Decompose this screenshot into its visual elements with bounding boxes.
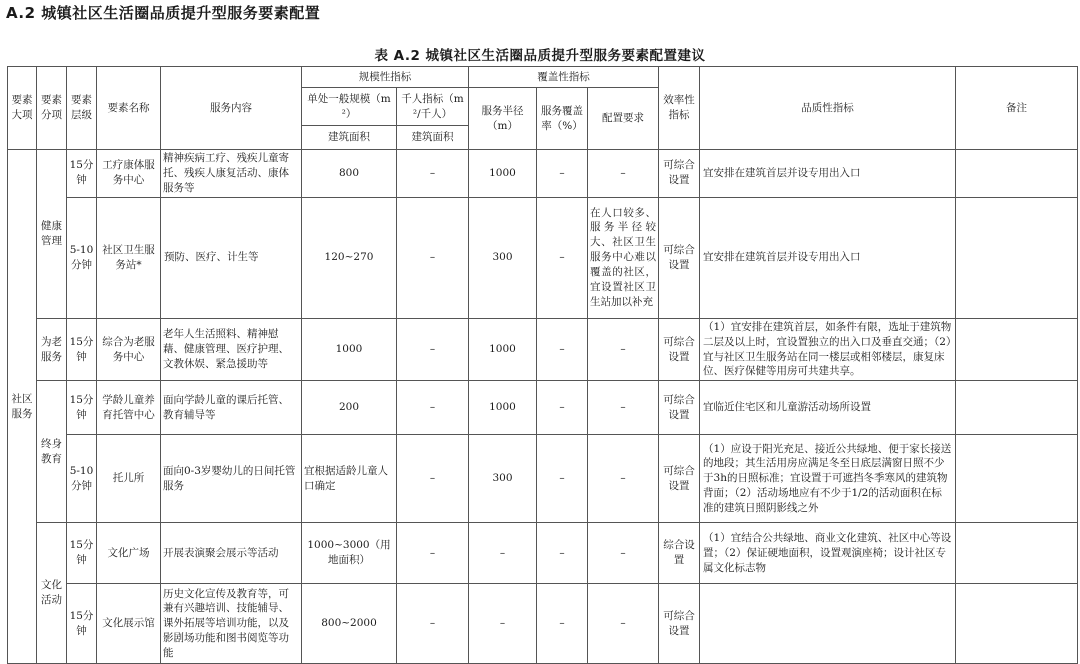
cell-level: 5-10分钟 bbox=[67, 197, 97, 318]
service-config-table bbox=[7, 66, 1078, 664]
cell-config: – bbox=[588, 435, 659, 523]
table-row bbox=[8, 584, 1078, 664]
cell-per-thousand: – bbox=[397, 584, 469, 664]
cell-content: 历史文化宣传及教育等，可兼有兴趣培训、技能辅导、课外拓展等培训功能，以及影剧场功能和图书阅览等功能 bbox=[161, 584, 302, 664]
cell-scale: 宜根据适龄儿童人口确定 bbox=[302, 435, 397, 523]
cell-efficiency: 可综合设置 bbox=[659, 381, 700, 435]
cell-radius: 1000 bbox=[469, 150, 537, 198]
cell-quality: （1）宜结合公共绿地、商业文化建筑、社区中心等设置；（2）保证硬地面积，设置观演座椅；设计社区专属文化标志物 bbox=[700, 523, 956, 584]
cell-content: 面向学龄儿童的课后托管、教育辅导等 bbox=[161, 381, 302, 435]
cell-config: – bbox=[588, 523, 659, 584]
cell-name: 文化广场 bbox=[97, 523, 161, 584]
cell-radius: – bbox=[469, 584, 537, 664]
cell-name: 托儿所 bbox=[97, 435, 161, 523]
cell-quality: （1）应设于阳光充足、接近公共绿地、便于家长接送的地段；其生活用房应满足冬至日底层满窗日照不少于3h的日照标准；宜设置于可遮挡冬季寒风的建筑物背面；（2）活动场地应有不少于1/2的活动面积在标准的建筑日照阴影线之外 bbox=[700, 435, 956, 523]
cell-quality: （1）宜安排在建筑首层，如条件有限，选址于建筑物二层及以上时，宜设置独立的出入口及垂直交通；（2）宜与社区卫生服务站在同一楼层或相邻楼层，康复床位、医疗保健等用房可共建共享。 bbox=[700, 318, 956, 381]
cell-content: 精神疾病工疗、残疾儿童寄托、残疾人康复活动、康体服务等 bbox=[161, 150, 302, 198]
cell-coverage: – bbox=[537, 523, 588, 584]
header-coverage-group: 覆盖性指标 bbox=[469, 67, 659, 88]
cell-config: – bbox=[588, 150, 659, 198]
header-config-req: 配置要求 bbox=[588, 88, 659, 150]
group-elderly: 为老服务 bbox=[37, 318, 67, 381]
header-minor: 要素分项 bbox=[37, 67, 67, 150]
cell-scale: 1000 bbox=[302, 318, 397, 381]
group-education: 终身教育 bbox=[37, 381, 67, 523]
cell-content: 面向0-3岁婴幼儿的日间托管服务 bbox=[161, 435, 302, 523]
group-health: 健康管理 bbox=[37, 150, 67, 319]
group-culture: 文化活动 bbox=[37, 523, 67, 664]
cell-radius: 1000 bbox=[469, 381, 537, 435]
cell-radius: 1000 bbox=[469, 318, 537, 381]
header-build-area: 建筑面积 bbox=[302, 126, 397, 150]
cell-quality: 宜安排在建筑首层并设专用出入口 bbox=[700, 150, 956, 198]
cell-level: 15分钟 bbox=[67, 150, 97, 198]
cell-level: 15分钟 bbox=[67, 381, 97, 435]
cell-config: 在人口较多、服务半径较大、社区卫生服务中心难以覆盖的社区，宜设置社区卫生站加以补充 bbox=[588, 197, 659, 318]
cell-content: 老年人生活照料、精神慰藉、健康管理、医疗护理、文教休娱、紧急援助等 bbox=[161, 318, 302, 381]
cell-name: 工疗康体服务中心 bbox=[97, 150, 161, 198]
table-row bbox=[8, 523, 1078, 584]
cell-per-thousand: – bbox=[397, 318, 469, 381]
cell-remark bbox=[956, 150, 1078, 198]
cell-name: 社区卫生服务站* bbox=[97, 197, 161, 318]
cell-scale: 800 bbox=[302, 150, 397, 198]
section-heading: A.2 城镇社区生活圈品质提升型服务要素配置 bbox=[6, 4, 321, 22]
header-name: 要素名称 bbox=[97, 67, 161, 150]
cell-remark bbox=[956, 523, 1078, 584]
cell-coverage: – bbox=[537, 318, 588, 381]
cell-scale: 120~270 bbox=[302, 197, 397, 318]
table-row bbox=[8, 435, 1078, 523]
cell-content: 预防、医疗、计生等 bbox=[161, 197, 302, 318]
header-remark: 备注 bbox=[956, 67, 1078, 150]
cell-scale: 1000~3000（用地面积） bbox=[302, 523, 397, 584]
cell-radius: – bbox=[469, 523, 537, 584]
cell-remark bbox=[956, 584, 1078, 664]
cell-per-thousand: – bbox=[397, 381, 469, 435]
cell-per-thousand: – bbox=[397, 523, 469, 584]
header-radius: 服务半径（m） bbox=[469, 88, 537, 150]
cell-coverage: – bbox=[537, 197, 588, 318]
cell-coverage: – bbox=[537, 150, 588, 198]
header-major: 要素大项 bbox=[8, 67, 37, 150]
cell-per-thousand: – bbox=[397, 435, 469, 523]
header-scale-group: 规模性指标 bbox=[302, 67, 469, 88]
header-scale-single: 单处一般规模（m²） bbox=[302, 88, 397, 126]
header-per-thousand: 千人指标（m²/千人） bbox=[397, 88, 469, 126]
cell-scale: 200 bbox=[302, 381, 397, 435]
cell-quality: 宜安排在建筑首层并设专用出入口 bbox=[700, 197, 956, 318]
cell-coverage: – bbox=[537, 435, 588, 523]
cell-name: 文化展示馆 bbox=[97, 584, 161, 664]
header-content: 服务内容 bbox=[161, 67, 302, 150]
header-quality: 品质性指标 bbox=[700, 67, 956, 150]
cell-content: 开展表演聚会展示等活动 bbox=[161, 523, 302, 584]
cell-quality: 宜临近住宅区和儿童游活动场所设置 bbox=[700, 381, 956, 435]
cell-coverage: – bbox=[537, 584, 588, 664]
table-title: 表 A.2 城镇社区生活圈品质提升型服务要素配置建议 bbox=[374, 48, 706, 64]
table-row bbox=[8, 381, 1078, 435]
table-row bbox=[8, 150, 1078, 198]
cell-remark bbox=[956, 381, 1078, 435]
cell-radius: 300 bbox=[469, 197, 537, 318]
cell-efficiency: 综合设置 bbox=[659, 523, 700, 584]
cell-per-thousand: – bbox=[397, 197, 469, 318]
cell-level: 5-10分钟 bbox=[67, 435, 97, 523]
cell-config: – bbox=[588, 381, 659, 435]
cell-remark bbox=[956, 197, 1078, 318]
cell-level: 15分钟 bbox=[67, 523, 97, 584]
cell-efficiency: 可综合设置 bbox=[659, 318, 700, 381]
cell-quality bbox=[700, 584, 956, 664]
header-efficiency: 效率性指标 bbox=[659, 67, 700, 150]
cell-remark bbox=[956, 318, 1078, 381]
cell-remark bbox=[956, 435, 1078, 523]
cell-config: – bbox=[588, 318, 659, 381]
cell-efficiency: 可综合设置 bbox=[659, 584, 700, 664]
cell-radius: 300 bbox=[469, 435, 537, 523]
cell-per-thousand: – bbox=[397, 150, 469, 198]
cell-efficiency: 可综合设置 bbox=[659, 435, 700, 523]
table-row bbox=[8, 197, 1078, 318]
header-coverage-rate: 服务覆盖率（%） bbox=[537, 88, 588, 150]
cell-efficiency: 可综合设置 bbox=[659, 197, 700, 318]
group-community-service: 社区服务 bbox=[8, 150, 37, 664]
cell-efficiency: 可综合设置 bbox=[659, 150, 700, 198]
cell-config: – bbox=[588, 584, 659, 664]
cell-scale: 800~2000 bbox=[302, 584, 397, 664]
cell-coverage: – bbox=[537, 381, 588, 435]
header-level: 要素层级 bbox=[67, 67, 97, 150]
cell-level: 15分钟 bbox=[67, 318, 97, 381]
cell-name: 学龄儿童养育托管中心 bbox=[97, 381, 161, 435]
header-build-area: 建筑面积 bbox=[397, 126, 469, 150]
cell-level: 15分钟 bbox=[67, 584, 97, 664]
cell-name: 综合为老服务中心 bbox=[97, 318, 161, 381]
table-row bbox=[8, 318, 1078, 381]
